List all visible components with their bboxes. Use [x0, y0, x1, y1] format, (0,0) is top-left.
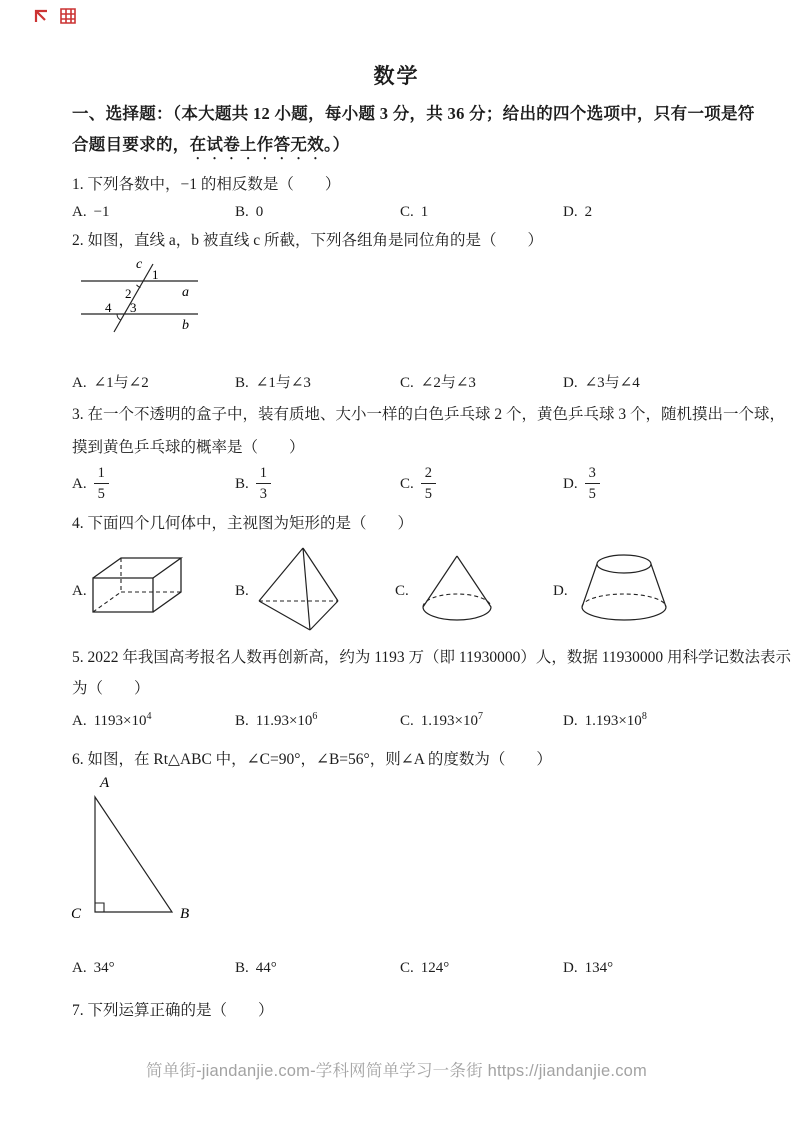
page-title: 数学 [373, 64, 420, 88]
section-heading-line2 [72, 135, 349, 163]
q2-option-d: D. ∠3与∠4 [563, 375, 640, 391]
q4-option-a-label: A. [72, 583, 87, 599]
q6-option-a: A. 34° [72, 960, 115, 976]
power-value: $11.93\times 10^6$ [255, 711, 318, 729]
question-5-stem-line2: 为（ ） [72, 680, 150, 697]
frustum-figure [574, 545, 684, 632]
question-3-stem-line1: 3. 在一个不透明的盒子中，装有质地、大小一样的白色乒乓球 2 个，黄色乒乓球 3 个，随机摸出一个球， [72, 406, 786, 423]
power-value: $1.193\times 10^7$ [420, 711, 483, 729]
label-line-c: c [136, 257, 143, 272]
q3-option-a: A. $\frac{1}{5}$ [72, 464, 235, 503]
q5-option-d: D. $1.193\times 10^8$ [563, 711, 647, 729]
label-line-a: a [182, 285, 189, 300]
question-5-stem-line1: 5. 2022 年我国高考报名人数再创新高，约为 1193 万（即 11930000）人，数据 11930000 用科学记数法表示 [72, 649, 792, 666]
heading-line2-post: 。） [324, 135, 350, 154]
q3-option-b: B. $\frac{1}{3}$ [235, 464, 400, 503]
label-vertex-A: A [100, 775, 110, 791]
q5-option-c: C. $1.193\times 10^7$ [400, 711, 483, 729]
label-angle-3: 3 [130, 300, 137, 315]
question-2-stem: 2. 如图，直线 a，b 被直线 c 所截，下列各组角是同位角的是（ ） [72, 232, 544, 249]
question-2-options [72, 374, 773, 392]
q3-option-d: D. $\frac{3}{5}$ [563, 464, 773, 503]
fraction: $\frac{2}{5}$ [421, 464, 436, 503]
q3-option-c: C. $\frac{2}{5}$ [400, 464, 563, 503]
fraction: $\frac{3}{5}$ [585, 464, 600, 503]
q2-option-c: C. ∠2与∠3 [400, 375, 476, 391]
q4-option-b-label: B. [235, 583, 249, 599]
label-vertex-C: C [71, 906, 82, 922]
cuboid-figure [88, 550, 193, 627]
fraction: $\frac{1}{5}$ [94, 464, 109, 503]
question-7-stem: 7. 下列运算正确的是（ ） [72, 1002, 274, 1019]
q2-option-b: B. ∠1与∠3 [235, 375, 311, 391]
parallel-lines-figure [76, 256, 276, 356]
q1-option-c: C. 1 [400, 204, 429, 220]
q4-option-c-label: C. [395, 583, 409, 599]
q6-option-c: C. 124° [400, 960, 450, 976]
q4-option-d-label: D. [553, 583, 568, 599]
section-heading-line1: 一、选择题：（本大题共 12 小题，每小题 3 分，共 36 分；给出的四个选项中，只有一项是符 [72, 104, 755, 123]
question-6-stem: 6. 如图，在 Rt△ABC 中，∠C=90°，∠B=56°，则∠A 的度数为（ ） [72, 751, 552, 768]
q1-option-d: D. 2 [563, 204, 593, 220]
cone-figure [414, 550, 504, 633]
q5-option-b: B. $11.93\times 10^6$ [235, 711, 318, 729]
question-3-options [72, 464, 773, 503]
question-5-options [72, 711, 773, 730]
q6-option-d: D. 134° [563, 960, 614, 976]
question-3-stem-line2: 摸到黄色乒乓球的概率是（ ） [72, 439, 305, 456]
label-line-b: b [182, 318, 189, 333]
label-angle-2: 2 [125, 286, 132, 301]
footer-watermark: 简单街-jiandanjie.com-学科网简单学习一条街 https://jiandanjie.com [146, 1062, 647, 1080]
fraction: $\frac{1}{3}$ [256, 464, 271, 503]
label-vertex-B: B [180, 906, 190, 922]
power-value: $1193\times 10^4$ [93, 711, 152, 729]
q6-option-b: B. 44° [235, 960, 277, 976]
right-triangle-figure [55, 772, 210, 929]
label-angle-1: 1 [152, 267, 159, 282]
q1-option-a: A. −1 [72, 204, 110, 220]
label-angle-4: 4 [105, 300, 112, 315]
question-4-stem: 4. 下面四个几何体中，主视图为矩形的是（ ） [72, 515, 414, 532]
heading-line2-pre: 合题目要求的， [72, 135, 190, 154]
q1-option-b: B. 0 [235, 204, 264, 220]
pyramid-figure [250, 544, 346, 641]
q5-option-a: A. $1193\times 10^4$ [72, 711, 152, 729]
heading-line2-emphasized: 在试卷上作答无效 [189, 135, 325, 154]
question-6-options [72, 959, 773, 977]
power-value: $1.193\times 10^8$ [584, 711, 647, 729]
red-arrow-icon [33, 7, 51, 25]
q2-option-a: A. ∠1与∠2 [72, 375, 149, 391]
question-1-options [72, 203, 773, 221]
red-grid-icon [59, 7, 77, 25]
question-1-stem: 1. 下列各数中，−1 的相反数是（ ） [72, 176, 341, 193]
